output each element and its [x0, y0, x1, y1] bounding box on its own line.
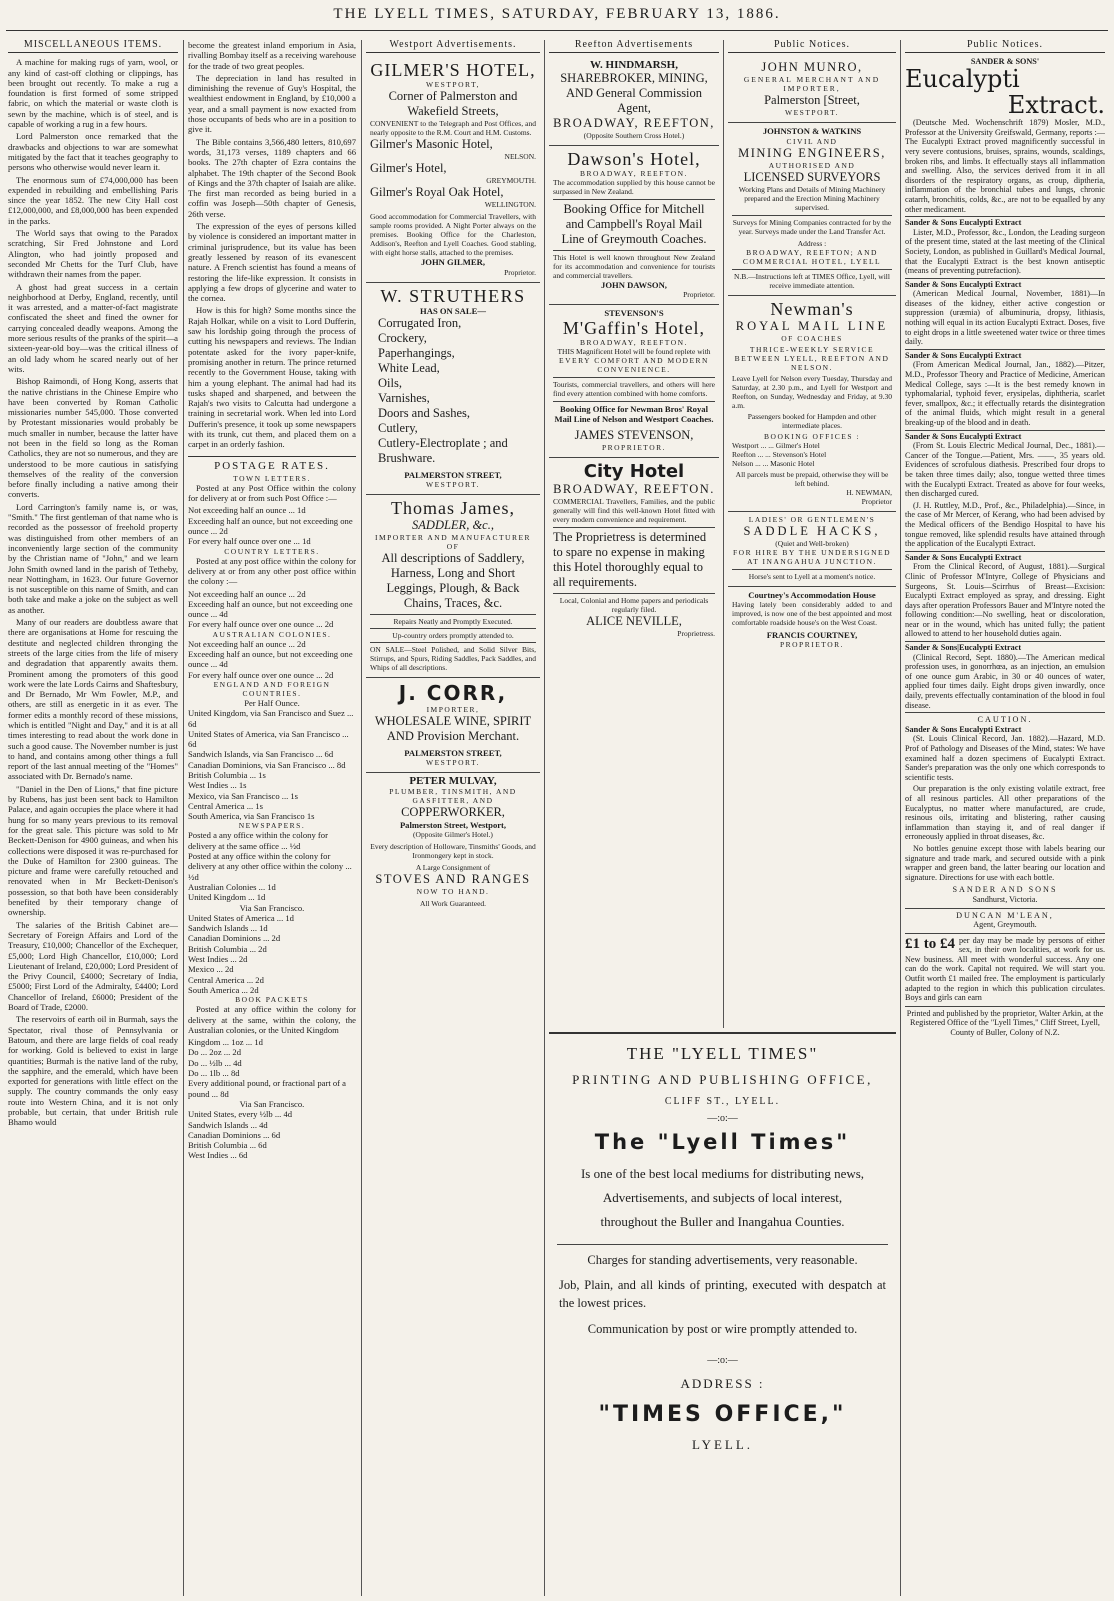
column-westport-ads [366, 40, 540, 1596]
ad-place: WESTPORT. [426, 758, 480, 768]
ad-owner: ALICE NEVILLE, [586, 613, 682, 628]
testimonial: (St. Louis Clinical Record, Jan. 1882).—Hazard, M.D. Prof of Pathology and Diseases of the Mind, states: We have examined half a dozen specimens of Eucalypti Extract. Sander's preparation was the only one which corresponds to scientific tests. [905, 734, 1105, 782]
rate-row: British Columbia ... 1s [188, 770, 266, 780]
ad-guarantee: All Work Guaranteed. [419, 899, 487, 909]
ad-auth: AUTHORISED AND [768, 160, 856, 170]
rate-row: South America ... 2d [188, 984, 259, 995]
column-rule [544, 40, 545, 1596]
branch-name: Gilmer's Masonic Hotel, [370, 137, 493, 152]
misc-paragraph: A machine for making rugs of yarn, wool, or any kind of cast-off clothing or clippings, has been brought out recently. To make a rug a foundation is first formed of some stripped fabric, on which the material or waste cloth is sewn by the machine, which is of steel, and is capable of working a rug in a few hours. [8, 57, 178, 130]
section-subtitle: Per Half Ounce. [244, 697, 300, 708]
ornament: —:o:— [707, 1355, 738, 1366]
ad-thomas-james [366, 495, 540, 678]
column-rule [361, 40, 362, 1596]
lyell-office: "TIMES OFFICE," [598, 1402, 847, 1427]
ad-address: Corner of Palmerston and Wakefield Streets, [388, 89, 518, 119]
section-title: NEWSPAPERS. [238, 821, 306, 831]
goods-item: Varnishes, [378, 390, 430, 405]
ad-hire: FOR HIRE BY THE UNDERSIGNED [732, 547, 891, 557]
ad-mining: MINING ENGINEERS, [738, 145, 886, 160]
ad-trade: SHAREBROKER, MINING, AND General Commission Agent, [560, 70, 708, 115]
testimonial: No bottles genuine except those with labels bearing our signature and trade mark, and secured outside with a pink wrapper and green band, the latter bearing our location and signature. Directions for use with each bottle. [905, 843, 1105, 882]
ad-title: Courtney's Accommodation House [748, 589, 876, 600]
rate-row: Canadian Dominions, via San Francisco ... 8d [188, 759, 346, 770]
rate-row: Exceeding half an ounce, but not exceeding one ounce ... 4d [188, 649, 353, 670]
ad-line: Repairs Neatly and Promptly Executed. [370, 614, 536, 626]
ad-peter-mulvay [366, 773, 540, 913]
section-title: COUNTRY LETTERS. [224, 546, 320, 556]
ad-consignment: A Large Consignment of [415, 863, 491, 873]
ad-dawsons-hotel [549, 146, 719, 305]
goods-item: Paperhangings, [378, 345, 455, 360]
ad-role: Proprietor. [683, 289, 715, 299]
rate-row: Sandwich Islands, via San Francisco ... 6d [188, 749, 334, 760]
ad-prop: The Proprietress is determined to spare no expense in making this Hotel thoroughly equal to all requirements. [553, 527, 715, 590]
ad-gilmers-hotel [366, 57, 540, 282]
ad-place: WESTPORT. [785, 108, 839, 118]
testimonial: (Clinical Record, Sept. 1880).—The American medical profession uses, in gonorrhœa, as an injection, an emulsion of one ounce gum Arabic, in 30 or 40 ounces of water, applied four times daily. Eight drops given inwardly, once daily, prevents effectually contamination of the blood in foul disease. [905, 652, 1105, 710]
ad-john-munro [728, 57, 896, 123]
lyell-description: Is one of the best local mediums for distributing news, Advertisements, and subjects of local interest, throughout the Buller and Inangahua Counties. [580, 1166, 865, 1229]
eucalypti-title: Eucalypti [905, 65, 1020, 94]
public-notices-heading: Public Notices. [905, 40, 1105, 53]
ad-opposite: (Opposite Gilmer's Hotel.) [413, 830, 493, 840]
ad-hindmarsh [549, 57, 719, 145]
lyell-title: THE "LYELL TIMES" [626, 1044, 819, 1063]
rate-row: Kingdom ... 1oz ... 1d [188, 1037, 263, 1048]
ad-import: IMPORTER AND MANUFACTURER OF [374, 533, 532, 552]
testimonial: (J. H. Ruttley, M.D., Prof., &c., Philadelphia).—Since, in the case of Mr Mercer, of Kerang, who had been advised by the Medical officers of the Bendigo Hospital to have his tongue removed, like splendid results have attained through the application of the Eucalypti Extract. [905, 500, 1105, 549]
divider [557, 1244, 888, 1245]
rate-row: United Kingdom ... 1d [188, 892, 266, 903]
rate-row: British Columbia ... 6d [188, 1140, 267, 1151]
rate-row: Sandwich Islands ... 4d [188, 1119, 268, 1130]
ad-courtneys [728, 587, 896, 655]
lyell-address-label: ADDRESS : [680, 1376, 765, 1391]
misc-paragraph: The salaries of the British Cabinet are—Secretary of Foreign Affairs and Lord of the Treasury, £10,000; Chancellor of the Exchequer, £5,000; Lord High Chancellor, £10,000; Lord Lieutenant of Ireland, £20,000; Lord President of the Privy Council, £4000; Secretary of India, £5000; First Lord of the Admiralty, £4400; Lord Chancellor of Ireland, £6000; President of the Board of Trade, £2000. [8, 919, 178, 1013]
goods-item: White Lead, [378, 360, 440, 375]
goods-item: Cutlery, [378, 420, 418, 435]
ad-subtitle: IMPORTER, [426, 705, 480, 715]
rate-row: Mexico, via San Francisco ... 1s [188, 790, 299, 801]
ad-address: PALMERSTON STREET, [404, 469, 502, 480]
rate-row: For every half ounce over one ounce ... 2d [188, 669, 334, 680]
ad-text: The accommodation supplied by this house cannot be surpassed in New Zealand. [553, 177, 715, 196]
rate-row: Exceeding half an ounce, but not exceeding one ounce ... 4d [188, 598, 353, 620]
ad-quiet: (Quiet and Well-broken) [775, 538, 849, 548]
ad-role: Proprietress. [677, 628, 715, 638]
rate-row: West Indies ... 2d [188, 954, 248, 965]
rate-row: Mexico ... 2d [188, 964, 234, 975]
agent-name: DUNCAN M'LEAN, [905, 908, 1105, 921]
rate-row: Do ... 2oz ... 2d [188, 1047, 241, 1058]
branch-place: WELLINGTON. [484, 200, 536, 210]
ad-newmans-coaches [728, 296, 896, 512]
sons-name: SANDER AND SONS [952, 885, 1058, 895]
ad-sub: LADIES' OR GENTLEMEN'S [748, 514, 876, 524]
ad-text: COMMERCIAL Travellers, Families, and the public generally will find this well-known Hotel fitted with every modern convenience and requirement. [553, 496, 715, 524]
column-miscellaneous [8, 40, 178, 1596]
goods-item: Doors and Sashes, [378, 405, 471, 420]
agent-role: Agent, Greymouth. [973, 920, 1037, 930]
public-notices-heading: Public Notices. [728, 40, 896, 53]
ad-hand: NOW TO HAND. [416, 887, 490, 897]
booking-office-row: Reefton ... ... Stevenson's Hotel [732, 449, 827, 459]
rate-row: South America, via San Francisco 1s [188, 811, 315, 822]
testimonial-heading: Sander & Sons Eucalypti Extract [905, 349, 1105, 361]
misc-paragraph: Many of our readers are doubtless aware that there are organisations at Home for rescuing the destitute and neglected children thronging the streets of the large cities from the life of misery and degradation that apparently awaits them. Prominent among the promoters of this good work were the late Lords Cairns and Shaftesbury, and Dr Bernado, Mr Wm Fowler, M.P., and others, are still as energetic in it as ever. The former edits a monthly record of these missions, which is entitled "Night and Day," and it is at all times interesting to read about the work done in such a good cause. The November number is just to hand, and contains among other things a full report of the last annual meeting of the "Homes" associated with Dr. Bernado's name. [8, 617, 178, 782]
ad-saddle-hacks [728, 512, 896, 587]
lyell-times-office-ad [549, 1032, 896, 1594]
branch-name: Gilmer's Hotel, [370, 161, 447, 176]
rate-row: United States of America ... 1d [188, 912, 294, 923]
ad-role: PROPRIETOR. [601, 442, 667, 452]
rate-row: Posted at any office within the colony for delivery at any other office within the colony ... ½d [188, 851, 352, 882]
ad-subtitle: HAS ON SALE— [420, 305, 486, 316]
testimonial: Our preparation is the only existing volatile extract, free of all resinous particles. All other preparations of the Eucalyptus, no matter where manufactured, are crude, resinous oils, irritating and blistering, rather causing inflammation than staying it, and of real danger if erroneously applied in throat diseases, &c. [905, 784, 1105, 842]
rate-row: For every half ounce over one ounce ... 2d [188, 619, 334, 630]
branch-name: Gilmer's Royal Oak Hotel, [370, 185, 504, 200]
misc-paragraph: The depreciation in land has resulted in diminishing the revenue of Guy's Hospital, the wealthiest endowment in England, by £10,000 a year, and a small payment is now exacted from those occupants of beds who are in a position to give it. [188, 72, 356, 135]
misc-heading: MISCELLANEOUS ITEMS. [8, 40, 178, 53]
ad-role: Proprietor [861, 496, 892, 506]
column-rule [723, 40, 724, 1028]
lyell-subtitle: PRINTING AND PUBLISHING OFFICE, [572, 1072, 873, 1087]
ad-at: AT INANGAHUA JUNCTION. [747, 556, 877, 566]
column-public-notices [728, 40, 896, 1028]
lyell-paper-name: The "Lyell Times" [594, 1130, 851, 1154]
ad-j-corr [366, 678, 540, 773]
ad-place: WESTPORT, [426, 80, 480, 90]
ad-address: PALMERSTON STREET, [404, 748, 502, 759]
ad-note: Good accommodation for Commercial Travellers, with sample rooms provided. A Night Porter always on the premises. Booking Office for the Charleston, Addison's, Reefton and Lyell Coaches. Good stabling, with eight horse stalls, attached to the premises. [370, 212, 536, 258]
ad-role: PROPRIETOR. [779, 640, 845, 650]
ad-text: THIS Magnificent Hotel will be found replete with [557, 347, 711, 357]
section-subtitle: Via San Francisco. [239, 1098, 305, 1109]
testimonial-heading: Sander & Sons Eucalypti Extract [905, 724, 1022, 734]
ad-city-hotel [549, 458, 719, 643]
masthead-rule [6, 30, 1108, 31]
imprint: Printed and published by the proprietor, Walter Arkin, at the Registered Office of the "Lyell Times," Cliff Street, Lyell, County of Buller, Colony of N.Z. [905, 1006, 1105, 1038]
ad-place: WESTPORT. [426, 480, 480, 490]
ad-copper: COPPERWORKER, [401, 804, 505, 819]
section-title: TOWN LETTERS. [233, 473, 311, 483]
lyell-town: LYELL. [691, 1437, 754, 1452]
goods-item: Crockery, [378, 330, 427, 345]
rate-row: Not exceeding half an ounce ... 2d [188, 588, 306, 599]
ad-address: BROADWAY, REEFTON. [580, 168, 688, 178]
booking-office-row: Westport ... ... Gilmer's Hotel [732, 440, 820, 450]
ad-note: Tourists, commercial travellers, and others will here find every attention combined with home comforts. [553, 377, 715, 398]
testimonial: Lister, M.D., Professor, &c., London, the Leading surgeon of the present time, stated at the last meeting of the Clinical Society, London, as published in Guillard's Medical Journal, that the Eucalypti Extract is the best known antiseptic (means of preventing putrefaction). [905, 227, 1105, 276]
goods-item: Corrugated Iron, [378, 315, 462, 330]
ad-title: SADDLE HACKS, [743, 523, 881, 538]
ad-mgaffins-hotel [549, 305, 719, 458]
rate-row: United Kingdom, via San Francisco and Suez ... 6d [188, 708, 354, 729]
branch-place: NELSON. [504, 152, 536, 162]
divider [188, 456, 356, 457]
misc-paragraph: Lord Carrington's family name is, or was, "Smith." The first gentleman of that name who is recorded as the possessor of freehold property was distinguished from other members of an inconveniently large section of the community by the Christian name of "John," and we learn John Smith owned land in the parish of Tetheby, near Nottingham, in 1623. Our future Governor is not susceptible on this name of Smith, and can both take and make a joke on the subject as well as another. [8, 501, 178, 615]
rate-row: United States of America, via San Francisco ... 6d [188, 728, 349, 750]
testimonial: From the Clinical Record, of August, 1881).—Surgical Clinic of Professor M'Intyre, College of Physicians and Surgeons, St. Louis—Scirrhus of Breast—Excision: Eucalypti Extract employed as spray, and dressing. Eight days after operation Professors Bauer and M'Intyre noted the following condition:—No swelling, heat or discoloration, near or in the wound, which has united fully; the patient allowed to attend to her household duties again. [905, 562, 1105, 639]
ad-money [905, 933, 1105, 1003]
misc-paragraph: The World says that owing to the Paradox scratching, Sir Fred Johnstone and Lord Alington, who had jointly proposed and seconded Mr Chetts for the Turf Club, have withdrawn their names from the paper. [8, 228, 178, 280]
reefton-heading: Reefton Advertisements [549, 40, 719, 53]
rate-row: British Columbia ... 2d [188, 943, 267, 954]
ad-stoves: STOVES AND RANGES [375, 872, 531, 887]
ad-address: BROADWAY, REEFTON. [553, 481, 715, 496]
misc-paragraph: Lord Palmerston once remarked that the drawbacks and objections to war are somewhat mitigated by the fact that it teaches geography to persons who otherwise would never learn it. [8, 131, 178, 173]
ad-address: Palmerston Street, Westport, [399, 819, 507, 830]
ad-owner: JOHN DAWSON, [601, 279, 667, 290]
testimonial-heading: Sander & Sons Eucalypti Extract [905, 278, 1105, 290]
ad-johnston-watkins [728, 123, 896, 295]
ad-address-label: Address : [797, 238, 827, 248]
rate-row: Sandwich Islands ... 1d [188, 923, 268, 934]
misc-paragraph: A ghost had great success in a certain neighborhood at Derby, England, recently, until it was arrested, and a matter-of-fact magistrate confiscated the sheet and fined the owner for carrying concealed deadly weapons. Among the more serious results of the pranks of the spirit—a sixteen-year-old boy—was the critical illness of an old lady whom he scared nearly out of her wits. [8, 281, 178, 374]
masthead: THE LYELL TIMES, SATURDAY, FEBRUARY 13, 1886. [333, 6, 781, 22]
ad-coaches: OF COACHES [781, 333, 843, 343]
ad-service: THRICE-WEEKLY SERVICE BETWEEN LYELL, REEFTON AND NELSON. [734, 344, 890, 372]
testimonial-heading: Sander & Sons|Eucalypti Extract [905, 641, 1105, 653]
ad-line: ON SALE—Steel Polished, and Solid Silver Bits, Stirrups, and Spurs, Riding Saddles, Pack Saddles, and Whips of all descriptions. [370, 642, 536, 672]
ad-goods: All descriptions of Saddlery, Harness, Long and Short Leggings, Plough, & Back Chains, Traces, &c. [381, 551, 525, 611]
ad-owner: JOHN GILMER, [421, 257, 485, 268]
ad-booking: Booking Office for Newman Bros' Royal Mail Line of Nelson and Westport Coaches. [553, 401, 715, 425]
testimonial: (From St. Louis Electric Medical Journal, Dec., 1881).—Cancer of the Tongue.—Patient, Mrs. ——, 35 years old. Evidences of scrofulous diathesis. Prescribed four drops to be taken three times daily; also, tongue wetted three times with the Eucalypti Extract. Treated as above for four weeks, then discharged cured. [905, 441, 1105, 499]
testimonial: (American Medical Journal, November, 1881)—In diseases of the kidney, either active congestion or suppression (uræmia) of albuminuria, dropsy, lithiasis, nothing will equal in its action Eucalypti Extract. Doses, five to eight drops in a little sweetened water twice or three times daily. [905, 289, 1105, 347]
misc-paragraph: How is this for high? Some months since the Rajah Holkar, while on a visit to Lord Dufferin, saw his lordship going through the process of cutting his newspapers and reviews. The Indian potentate asked for the ivory paper-knife, promising another in return. The prince returned recently to the Government House, taking with him a young elephant. The animal had had its tusks shaped and sharpened, and between the Rajah's two visits to Calcutta had undergone a training in secretarial work. When led into Lord Dufferin's presence, it took up some newspapers with its trunk, cut them, and placed them on a carpet in an orderly fashion. [188, 305, 356, 450]
rate-intro: Posted at any Post Office within the colony for delivery at or from such Post Office :— [188, 482, 356, 504]
ad-horse: Horse's sent to Lyell at a moment's notice. [732, 569, 892, 581]
ad-title: Newman's [770, 298, 854, 319]
ad-head: STEVENSON'S [604, 307, 664, 318]
misc-paragraph: become the greatest inland emporium in Asia, rivalling Bombay itself as a receiving warehouse for the trade of two great peoples. [188, 40, 356, 71]
goods-item: Cutlery-Electroplate ; and Brushware. [378, 435, 508, 465]
postage-title: POSTAGE RATES. [214, 459, 330, 472]
column-rule [183, 40, 184, 1596]
rate-row: For every half ounce over one ... 1d [188, 536, 311, 547]
lyell-charges: Charges for standing advertisements, very reasonable. [587, 1253, 858, 1267]
rate-row: Australian Colonies ... 1d [188, 881, 276, 892]
ad-nb: N.B.—Instructions left at TIMES Office, Lyell, will receive immediate attention. [732, 269, 892, 290]
rate-row: Not exceeding half an ounce ... 1d [188, 505, 306, 516]
column-continued-and-postage [188, 40, 356, 1596]
ad-text: Working Plans and Details of Mining Machinery prepared and the Erection Mining Machinery supervised. [738, 184, 886, 212]
ad-title: Dawson's Hotel, [567, 148, 701, 169]
rate-row: Not exceeding half an ounce ... 2d [188, 638, 306, 649]
branch-place: GREYMOUTH. [486, 176, 536, 186]
ad-line: ROYAL MAIL LINE [735, 318, 889, 333]
lyell-job: Job, Plain, and all kinds of printing, executed with despatch at the lowest prices. [559, 1278, 886, 1310]
ad-desc: Every description of Holloware, Tinsmiths' Goods, and Ironmongery kept in stock. [370, 842, 536, 861]
misc-paragraph: The reservoirs of earth oil in Burmah, says the Spectator, rival those of Pennsylvania or Batoum, and there are large fields of coal ready for working. Gold is believed to exist in large quantities; Burmah is the native land of the ruby, the sapphire, and the emerald, which have been exported for generations with little effect on the supply. The country commands the only easy route into Western China, and it is not only probable, but certain, that under British rule Bhamo would [8, 1014, 178, 1128]
column-rule [900, 40, 901, 1596]
ornament: —:o:— [707, 1113, 738, 1124]
testimonial-heading: Sander & Sons Eucalypti Extract [905, 216, 1105, 228]
westport-heading: Westport Advertisements. [366, 40, 540, 53]
rate-row: Every additional pound, or fractional part of a pound ... 8d [188, 1078, 346, 1099]
ad-note: This Hotel is well known throughout New Zealand for its accommodation and convenience for tourists and commercial travellers. [553, 250, 715, 280]
section-title: AUSTRALIAN COLONIES. [212, 629, 332, 639]
ad-surveys: Surveys for Mining Companies contracted for by the year. Surveys made under the Land Transfer Act. [732, 215, 892, 236]
ad-passengers: Passengers booked for Hampden and other intermediate places. [747, 411, 877, 430]
rate-row: Central America ... 2d [188, 974, 264, 985]
ad-licensed: LICENSED SURVEYORS [743, 169, 881, 184]
testimonial: (From American Medical Journal, Jan., 1882).—Pitzer, M.D., Professor Theory and Practice of Medicine, American Medical College, says :—It is the best remedy known in typhomalarial, typhoid fever, erysipelas, diphtheria, scarlet fever, smallpox, &c.; it effectually retards the disintegration of the animal fluids, which might result in a general breaking-up of the blood and in death. [905, 360, 1105, 427]
ad-struthers [366, 283, 540, 496]
rate-row: United States, every ½lb ... 4d [188, 1109, 293, 1120]
section-title: BOOK PACKETS [235, 995, 309, 1005]
lyell-communication: Communication by post or wire promptly attended to. [587, 1322, 858, 1336]
ad-address: BROADWAY, REEFTON, [553, 115, 715, 130]
sons-place: Sandhurst, Victoria. [972, 894, 1038, 904]
rate-row: Canadian Dominions ... 2d [188, 933, 281, 944]
ad-title: GILMER'S HOTEL, [370, 60, 536, 81]
ad-owner: H. NEWMAN, [846, 487, 892, 497]
section-subtitle: Via San Francisco. [239, 902, 305, 913]
goods-item: Oils, [378, 375, 402, 390]
extract-title: Extract. [1007, 91, 1105, 120]
ad-line: Up-country orders promptly attended to. [370, 628, 536, 640]
column-eucalypti-ads [905, 40, 1105, 1596]
misc-paragraph: The Bible contains 3,566,480 letters, 810,697 words, 31,173 verses, 1189 chapters and 66 books. The 27th chapter of Ezra contains the alphabet. The 19th chapter of the Second Book of Kings and the 37th chapter of Isaiah are alike. The first man recorded as being buried in a coffin was Joseph—50th chapter of Genesis, 26th verse. [188, 136, 356, 219]
ad-title: W. HINDMARSH, [590, 59, 678, 72]
booking-office-row: Nelson ... ... Masonic Hotel [732, 458, 815, 468]
rate-intro: Posted at any post office within the colony for delivery at or from any other post office within the colony :— [188, 555, 356, 587]
rate-row: Exceeding half an ounce, but not exceeding one ounce ... 2d [188, 515, 353, 537]
ad-conv: EVERY COMFORT AND MODERN CONVENIENCE. [559, 356, 709, 375]
ad-title: JOHN MUNRO, [761, 60, 863, 75]
testimonial-heading: Sander & Sons Eucalypti Extract [905, 551, 1105, 563]
ad-trade: GENERAL MERCHANT AND IMPORTER, [743, 75, 881, 94]
ad-title: City Hotel [583, 460, 685, 482]
ad-papers: Local, Colonial and Home papers and periodicals regularly filed. [553, 593, 715, 614]
ad-booking-title: BOOKING OFFICES : [764, 431, 860, 441]
rate-row: Posted a any office within the colony for delivery at the same office ... ½d [188, 830, 328, 851]
ad-title: J. CORR, [398, 681, 508, 706]
ad-trade: SADDLER, &c., [412, 518, 494, 533]
ad-prepaid: All parcels must be prepaid, otherwise they will be left behind. [735, 469, 889, 488]
ad-trade: PLUMBER, TINSMITH, AND GASFITTER, AND [389, 786, 517, 805]
ad-text: CONVENIENT to the Telegraph and Post Offices, and nearly opposite to the R.M. Court and H.M. Customs. [370, 119, 536, 138]
section-title: ENGLAND AND FOREIGN COUNTRIES. [213, 679, 331, 698]
lyell-address: CLIFF ST., LYELL. [664, 1096, 781, 1107]
ad-address: BROADWAY, REEFTON; AND COMMERCIAL HOTEL, LYELL [742, 247, 882, 266]
ad-role: Proprietor. [504, 267, 536, 277]
caution-heading: CAUTION. [905, 712, 1105, 725]
misc-paragraph: Bishop Raimondi, of Hong Kong, asserts that the native christians in the Chinese Empire who have been converted by Roman Catholic missionaries number 545,000. Those converted by Protestant missionaries would probably be much smaller in number, because the latter have not been in the field so long as the Roman Catholics, they are not so numerous, and they are understood to be more cautious in satisfying themselves of the reality of the conversion before finally including a native among their converts. [8, 376, 178, 500]
sander-title: SANDER & SONS' [970, 56, 1040, 66]
rate-intro: Posted at any office within the colony for delivery at the same, within the colony, the Australian colonies, or the United Kingdom [188, 1004, 356, 1035]
ad-title: JOHNSTON & WATKINS [762, 126, 862, 137]
ad-opposite: (Opposite Southern Cross Hotel.) [583, 130, 685, 140]
rate-row: Do ... ½lb ... 4d [188, 1057, 242, 1068]
ad-owner: JAMES STEVENSON, [574, 427, 694, 442]
rate-row: Central America ... 1s [188, 800, 263, 811]
rate-row: Canadian Dominions ... 6d [188, 1129, 281, 1140]
misc-paragraph: The enormous sum of £74,000,000 has been expended in rebuilding and embellishing Paris since the year 1852. The new City Hall cost £12,000,000, and £8,000,000 has been expended in the parks. [8, 174, 178, 226]
ad-sub: CIVIL AND [786, 136, 838, 146]
testimonial-heading: Sander & Sons Eucalypti Extract [905, 430, 1105, 442]
ad-owner: FRANCIS COURTNEY, [766, 629, 858, 640]
misc-paragraph: "Daniel in the Den of Lions," that fine picture by Rubens, has just been sent back to Hamilton Palace, and again occupies the place where it had hung for so many years previous to its removal for the great sale. This picture was sold to Mr Beckett-Denison for 4900 guineas, and when his collections were disposed it was re-purchased for the Duke of Hamilton for 2300 guineas. The picture and frame were carefully retouched and renovated when in Mr Beckett-Denison's possession, so that both have been considerably benefited by their temporary change of ownership. [8, 783, 178, 918]
ad-text: Having lately been considerably added to and improved, is now one of the best appointed and most comfortable roadside house's on the West Coast. [732, 599, 892, 627]
ad-text: Leave Lyell for Nelson every Tuesday, Thursday and Saturday, at 2.30 p.m., and Lyell for Westport and Reefton, on Sunday, Wednesday and Friday, at 9.30 a.m. [732, 373, 892, 410]
column-reefton-ads [549, 40, 719, 1028]
rate-row: Do ... 1lb ... 8d [188, 1068, 240, 1079]
ad-title: W. STRUTHERS [380, 285, 526, 306]
misc-paragraph: The expression of the eyes of persons killed by violence is considered an important matter in criminal jurisprudence, but its value has been greatly lessened by reason of its evanescent nature. A French scientist has found a means of restoring the life-like expression. It consists in applying a few drops of glycerine and water to the cornea. [188, 221, 356, 304]
ad-address: Palmerston [Street, [764, 93, 860, 108]
rate-row: West Indies ... 1s [188, 780, 247, 791]
testimonial: (Deutsche Med. Wochenschrift 1879) Mosler, M.D., Professor at the University Greifswald, Germany, reports :— The Eucalypti Extract proved magnificently successful in very severe contusions, bruises, sprains, wounds, scaldings, broken ribs, and limbs. It effectually stays all inflammation and swelling. Also, the services derived from it in all disorders of the respiratory organs, as croup, diptheria, inflammation of the bronchial tubes and lungs, chronic catarrh, bronchitis, colds, &c., are not to be equalled by any other medicament. [905, 118, 1105, 214]
money-text: per day may be made by persons of either sex, in their own localities, at work for us. New business. All meet with wonderful success. Any one can do the work. Capital not required. We will start you. Outfit worth £1 mailed free. The employment is particularly adapted to the region in which this publication circulates. Boys and girls can earn [905, 935, 1105, 1003]
ad-address: BROADWAY, REEFTON. [580, 338, 688, 348]
money-amount: £1 to £4 [905, 935, 955, 952]
rate-row: West Indies ... 6d [188, 1150, 248, 1161]
ad-trade: WHOLESALE WINE, SPIRIT AND Provision Merchant. [374, 714, 532, 744]
ad-title: M'Gaffin's Hotel, [562, 318, 706, 339]
ad-title: PETER MULVAY, [409, 775, 497, 788]
ad-booking: Booking Office for Mitchell and Campbell's Royal Mail Line of Greymouth Coaches. [553, 199, 715, 247]
ad-title: Thomas James, [391, 498, 515, 519]
